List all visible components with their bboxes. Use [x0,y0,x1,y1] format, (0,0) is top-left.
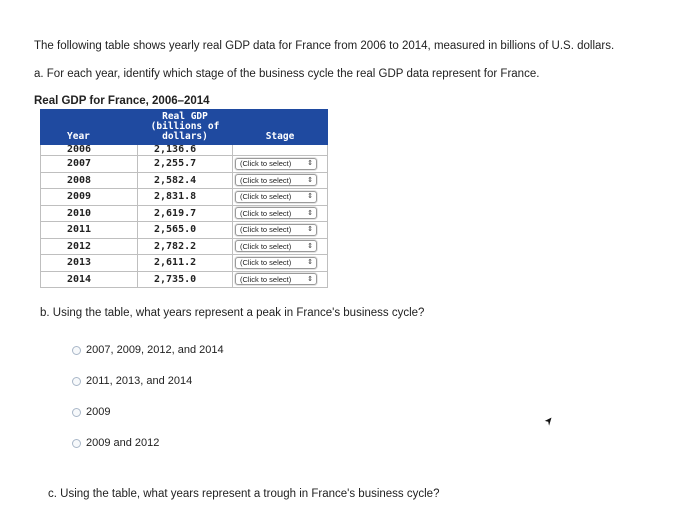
stage-select-2008[interactable] [235,174,317,186]
table-row [41,255,328,272]
answer-option-1[interactable] [72,344,224,356]
part-b-prompt: b. Using the table, what years represent a peak in France's business cycle? [40,307,425,319]
stage-cell [233,222,328,239]
table-header-row [41,110,328,145]
option-label: 2009 [86,406,111,418]
stage-cell [233,156,328,173]
stage-select-2009[interactable] [235,191,317,203]
chevron-updown-icon: ⇕ [307,275,313,283]
year-cell: 2006 [41,145,138,156]
answer-option-3[interactable] [72,406,110,418]
stage-select-2010[interactable] [235,207,317,219]
gdp-cell: 2,611.2 [138,255,233,272]
table-title: Real GDP for France, 2006–2014 [34,95,210,107]
select-placeholder: (Click to select) [240,225,292,235]
header-real-gdp: Real GDP (billions of dollars) [138,110,233,145]
stage-select-2012[interactable] [235,240,317,252]
chevron-updown-icon: ⇕ [307,176,313,184]
stage-cell [233,172,328,189]
radio-unselected-icon[interactable] [72,346,81,355]
mouse-pointer-icon [543,416,553,428]
header-stage: Stage [233,110,328,145]
select-placeholder: (Click to select) [240,159,292,169]
year-cell: 2010 [41,205,138,222]
header-year: Year [41,110,138,145]
radio-unselected-icon[interactable] [72,408,81,417]
table-row [41,222,328,239]
answer-option-2[interactable] [72,375,192,387]
stage-cell [233,271,328,288]
chevron-updown-icon: ⇕ [307,259,313,267]
gdp-cell: 2,831.8 [138,189,233,206]
chevron-updown-icon: ⇕ [307,226,313,234]
gdp-cell: 2,255.7 [138,156,233,173]
chevron-updown-icon: ⇕ [307,242,313,250]
stage-select-2011[interactable] [235,224,317,236]
year-cell: 2014 [41,271,138,288]
stage-select-2013[interactable] [235,257,317,269]
select-placeholder: (Click to select) [240,241,292,251]
chevron-updown-icon: ⇕ [307,209,313,217]
stage-select-2007[interactable] [235,158,317,170]
gdp-cell: 2,565.0 [138,222,233,239]
stage-cell [233,238,328,255]
table-row [41,172,328,189]
select-placeholder: (Click to select) [240,175,292,185]
option-label: 2007, 2009, 2012, and 2014 [86,344,224,356]
gdp-cell: 2,735.0 [138,271,233,288]
option-label: 2009 and 2012 [86,437,160,449]
table-row [41,238,328,255]
year-cell: 2009 [41,189,138,206]
gdp-table [40,109,328,288]
table-row [41,156,328,173]
radio-unselected-icon[interactable] [72,377,81,386]
chevron-updown-icon: ⇕ [307,193,313,201]
stage-cell-empty [233,145,328,156]
year-cell: 2013 [41,255,138,272]
stage-cell [233,189,328,206]
table-row [41,205,328,222]
select-placeholder: (Click to select) [240,274,292,284]
select-placeholder: (Click to select) [240,208,292,218]
gdp-cell: 2,782.2 [138,238,233,255]
answer-option-4[interactable] [72,437,159,449]
select-placeholder: (Click to select) [240,192,292,202]
year-cell: 2008 [41,172,138,189]
radio-unselected-icon[interactable] [72,439,81,448]
stage-cell [233,255,328,272]
part-a-prompt: a. For each year, identify which stage of the business cycle the real GDP data represent for France. [34,68,540,80]
part-c-prompt: c. Using the table, what years represent a trough in France's business cycle? [48,488,440,500]
table-row [41,271,328,288]
year-cell: 2011 [41,222,138,239]
gdp-cell: 2,136.6 [138,145,233,156]
stage-cell [233,205,328,222]
table-row [41,145,328,156]
stage-select-2014[interactable] [235,273,317,285]
gdp-cell: 2,619.7 [138,205,233,222]
year-cell: 2007 [41,156,138,173]
select-placeholder: (Click to select) [240,258,292,268]
table-row [41,189,328,206]
gdp-cell: 2,582.4 [138,172,233,189]
option-label: 2011, 2013, and 2014 [86,375,193,387]
chevron-updown-icon: ⇕ [307,160,313,168]
year-cell: 2012 [41,238,138,255]
question-intro: The following table shows yearly real GDP data for France from 2006 to 2014, measured in billions of U.S. dollars. [34,40,615,52]
